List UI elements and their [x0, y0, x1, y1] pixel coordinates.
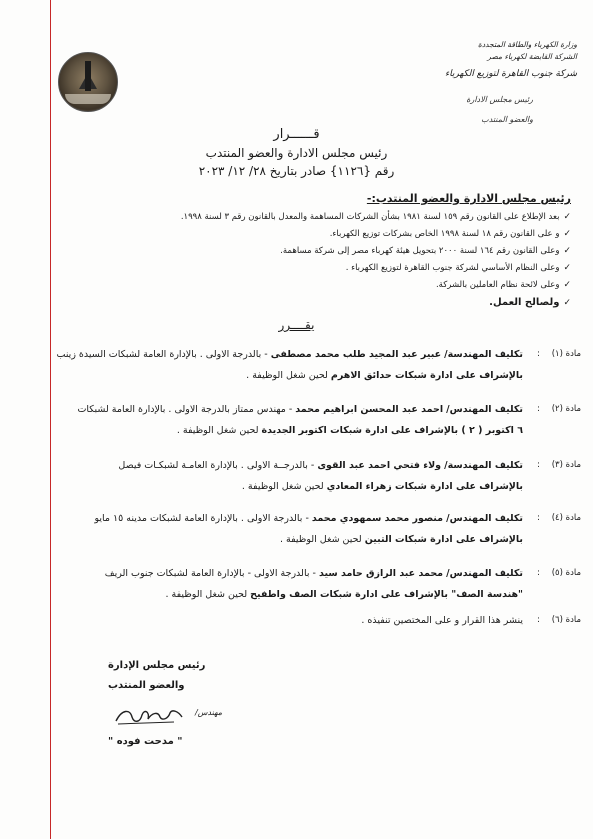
article-6: مادة (٦) : ينشر هذا القرار و على المختصين تنفيذه . [361, 615, 581, 626]
preamble-item: ✓وعلى القانون رقم ١٦٤ لسنة ٢٠٠٠ بتحويل هيئة كهرباء مصر إلى شركة مساهمة. [280, 246, 571, 256]
red-margin-line [50, 0, 51, 839]
check-icon: ✓ [563, 246, 571, 256]
article-number: مادة (١) : [537, 349, 581, 359]
article-number: مادة (٣) : [537, 460, 581, 470]
signatory-title-2: والعضو المنتدب [108, 680, 185, 691]
article-4: مادة (٤) : تكليف المهندس/ منصور محمد سمهودي محمد - بالدرجة الاولى . بالإدارة العامة لشبكات مدينه ١٥ مايو بالإشراف على ادارة شبكات التبين لحين شغل الوظيفة . [94, 513, 581, 545]
article-number: مادة (٤) : [537, 513, 581, 523]
article-number: مادة (٦) : [537, 615, 581, 625]
preamble-item: ✓وعلى لائحة نظام العاملين بالشركة. [435, 280, 571, 290]
preamble-closing: ✓ولصالح العمل. [489, 297, 571, 308]
handwritten-signature [112, 705, 188, 727]
office-title-1: رئيس مجلس الادارة [466, 95, 533, 104]
check-icon: ✓ [563, 229, 571, 239]
decree-number: رقم {١١٢٦} صادر بتاريخ ٢٨/ ١٢/ ٢٠٢٣ [198, 164, 395, 178]
holding-name: الشركة القابضة لكهرباء مصر [487, 52, 577, 61]
article-number: مادة (٥) : [537, 568, 581, 578]
article-number: مادة (٢) : [537, 404, 581, 414]
check-icon: ✓ [563, 212, 571, 222]
article-2: مادة (٢) : تكليف المهندس/ احمد عبد المحسن ابراهيم محمد - مهندس ممتاز بالدرجة الاولى . بالإدارة العامة لشبكات ٦ اكتوبر ( ٢ ) بالإشراف على ادارة شبكات اكتوبر الجديدة لحين شغل الوظيفة . [77, 404, 581, 436]
office-title-2: والعضو المنتدب [481, 115, 533, 124]
preamble-heading: رئيس مجلس الادارة والعضو المنتدب:- [366, 192, 571, 205]
check-icon: ✓ [563, 280, 571, 290]
ministry-name: وزارة الكهرباء والطاقة المتجددة [477, 40, 577, 49]
decree-title: قــــــرار [273, 127, 320, 142]
article-1: مادة (١) : تكليف المهندسة/ عبير عبد المجيد طلب محمد مصطفى - بالدرجة الاولى . بالإدارة العامة لشبكات السيدة زينب بالإشراف على ادارة شبكات حدائق الاهرم لحين شغل الوظيفة . [56, 349, 581, 381]
company-logo [58, 52, 118, 112]
letterhead [445, 40, 577, 79]
decides-heading: يقــــرر [278, 318, 315, 332]
engineer-prefix: مهندس/ [195, 708, 223, 717]
signatory-title: رئيس مجلس الإدارة [108, 660, 206, 671]
preamble-item: ✓و على القانون رقم ١٨ لسنة ١٩٩٨ الخاص بشركات توزيع الكهرباء. [329, 229, 571, 239]
preamble-item: ✓بعد الإطلاع على القانون رقم ١٥٩ لسنة ١٩٨١ بشأن الشركات المساهمة والمعدل بالقانون رقم ٣ لسنة ١٩٩٨. [180, 212, 571, 222]
signatory-name: " مدحت فوده " [108, 736, 183, 747]
check-icon: ✓ [563, 298, 571, 308]
article-5: مادة (٥) : تكليف المهندس/ محمد عبد الرازق حامد سيد - بالدرجة الاولى - بالإدارة العامة لشبكات جنوب الريف "هندسة الصف" بالإشراف على ادارة شبكات الصف واطفيح لحين شغل الوظيفة . [104, 568, 581, 600]
decree-issuer: رئيس مجلس الادارة والعضو المنتدب [205, 146, 388, 160]
check-icon: ✓ [563, 263, 571, 273]
preamble-item: ✓وعلى النظام الأساسي لشركة جنوب القاهرة لتوزيع الكهرباء . [345, 263, 571, 273]
article-3: مادة (٣) : تكليف المهندسة/ ولاء فتحي احمد عبد القوى - بالدرجــة الاولى . بالإدارة العامـة لشبكـات فيصل بالإشراف على ادارة شبكات زهراء المعادي لحين شغل الوظيفة . [118, 460, 581, 492]
company-name: شركة جنوب القاهرة لتوزيع الكهرباء [445, 69, 577, 79]
